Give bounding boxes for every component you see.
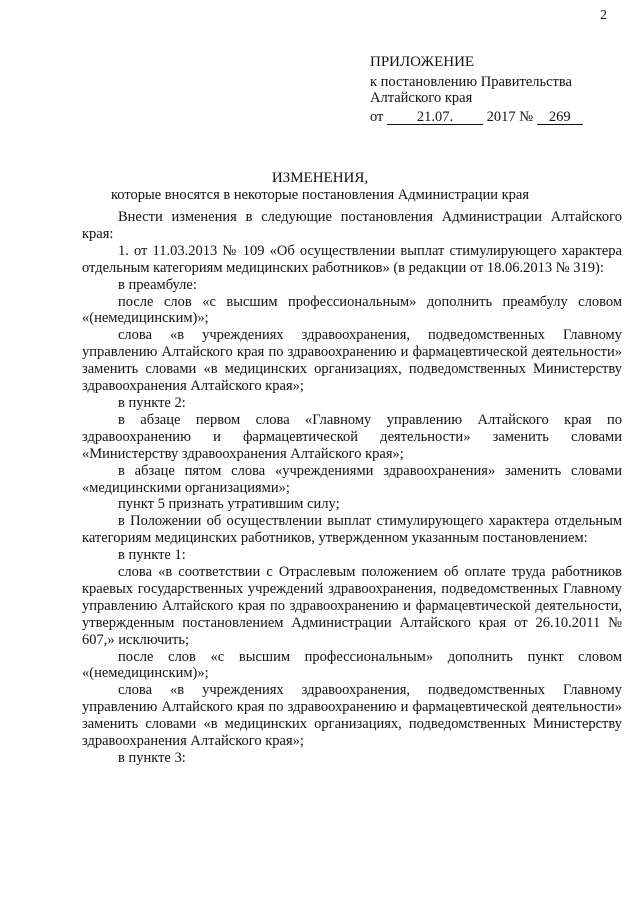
- appendix-heading: ПРИЛОЖЕНИЕ: [370, 54, 475, 70]
- paragraph: в пункте 2:: [118, 394, 186, 411]
- paragraph: в пункте 3:: [118, 750, 186, 766]
- paragraph: в абзаце пятом слова «учреждениями здравоохранения» заменить словами «медицинскими организациями»;: [82, 462, 622, 496]
- paragraph: слова «в соответствии с Отраслевым положением об оплате труда работников краевых государственных учреждений здравоохранения, подведомственных Главному управлению Алтайского края по здравоохранению и фармацевтической деятельности, утвержденным постановлением Администрации Алтайского края от 26.10.2011 № 607,» исключить;: [82, 564, 622, 648]
- paragraph: после слов «с высшим профессиональным» дополнить преамбулу словом «(немедицинским)»;: [82, 293, 622, 327]
- paragraph: в Положении об осуществлении выплат стимулирующего характера отдельным категориям медицинских работников, утвержденном указанным постановлением:: [82, 513, 622, 547]
- page-number: 2: [600, 8, 607, 23]
- paragraph: в абзаце первом слова «Главному управлению Алтайского края по здравоохранению и фармацевтической деятельности» заменить словами «Министерству здравоохранения Алтайского края»;: [82, 411, 622, 462]
- paragraph: Внести изменения в следующие постановления Администрации Алтайского края:: [82, 209, 622, 242]
- paragraph: после слов «с высшим профессиональным» дополнить пункт словом «(немедицинским)»;: [82, 648, 622, 682]
- decree-number: 269: [537, 110, 583, 125]
- appendix-block: [370, 54, 583, 125]
- paragraph: в пункте 1:: [118, 547, 186, 564]
- document-body: [82, 209, 622, 767]
- appendix-date-line: [370, 109, 583, 125]
- paragraph: пункт 5 признать утратившим силу;: [118, 496, 340, 513]
- appendix-line-2: Алтайского края: [370, 90, 473, 106]
- paragraph: 1. от 11.03.2013 № 109 «Об осуществлении выплат стимулирующего характера отдельным категориям медицинских работников» (в редакции от 18.06.2013 № 319):: [82, 242, 622, 276]
- date-year: 2017 №: [486, 109, 534, 125]
- date-day: 21.07.: [387, 110, 483, 125]
- paragraph: в преамбуле:: [118, 276, 197, 293]
- date-prefix: от: [370, 109, 384, 125]
- paragraph: слова «в учреждениях здравоохранения, подведомственных Главному управлению Алтайского края по здравоохранению и фармацевтической деятельности» заменить словами «в медицинских организациях, подведомственных Министерству здравоохранения Алтайского края»;: [82, 327, 622, 395]
- paragraph: слова «в учреждениях здравоохранения, подведомственных Главному управлению Алтайского края по здравоохранению и фармацевтической деятельности» заменить словами «в медицинских организациях, подведомственных Министерству здравоохранения Алтайского края»;: [82, 682, 622, 750]
- appendix-line-1: к постановлению Правительства: [370, 74, 572, 90]
- document-title: ИЗМЕНЕНИЯ,: [271, 170, 369, 186]
- document-subtitle: которые вносятся в некоторые постановления Администрации края: [110, 187, 529, 203]
